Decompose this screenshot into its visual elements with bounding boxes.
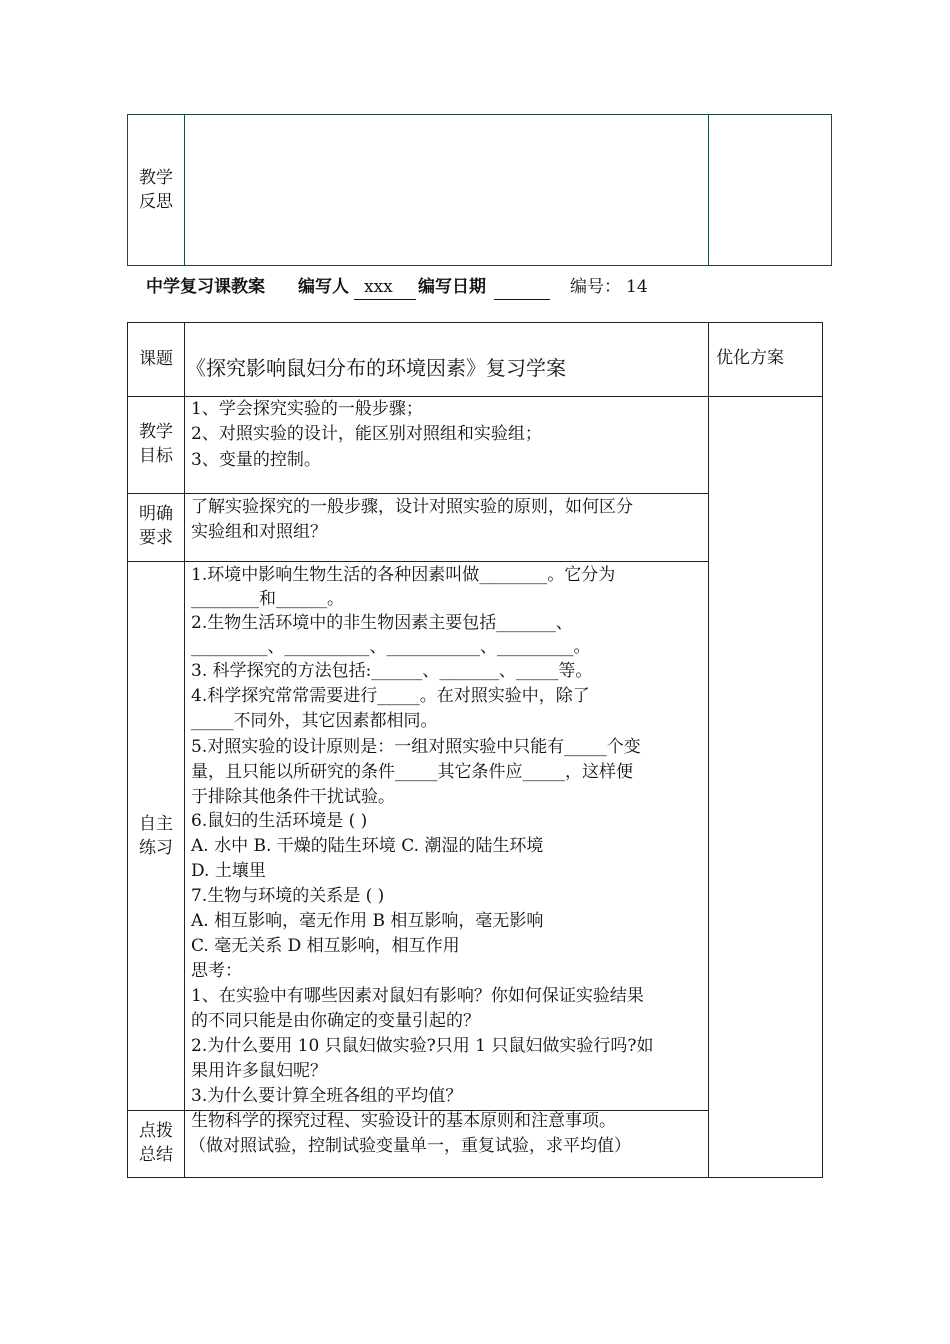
goals-label xyxy=(129,420,183,468)
practice-line: _____不同外，其它因素都相同。 xyxy=(191,711,438,731)
practice-line: 量，且只能以所研究的条件_____其它条件应_____，这样便 xyxy=(191,762,633,782)
goal-item: 3、变量的控制。 xyxy=(191,450,321,470)
reflection-label xyxy=(129,166,183,214)
optimization-header: 优化方案 xyxy=(716,348,784,368)
topic-title: 《探究影响鼠妇分布的环境因素》复习学案 xyxy=(186,356,566,380)
requirements-label xyxy=(129,502,183,550)
goals-label-line2: 目标 xyxy=(139,446,173,466)
practice-line: 思考： xyxy=(191,961,242,981)
practice-line: 1.环境中影响生物生活的各种因素叫做________。它分为 xyxy=(191,565,616,585)
reflection-label-line2: 反思 xyxy=(139,192,173,212)
practice-line: 1、在实验中有哪些因素对鼠妇有影响？你如何保证实验结果 xyxy=(191,986,644,1006)
number-label: 编号： xyxy=(570,277,621,297)
practice-line: 的不同只能是由你确定的变量引起的？ xyxy=(191,1011,480,1031)
date-field xyxy=(494,275,550,300)
practice-line: D. 土壤里 xyxy=(191,861,266,881)
topic-label: 课题 xyxy=(139,349,173,369)
goal-item: 2、对照实验的设计，能区别对照组和实验组； xyxy=(191,424,542,444)
practice-label-line2: 练习 xyxy=(139,838,173,858)
author-value: xxx xyxy=(364,277,393,297)
practice-line: A. 水中 B. 干燥的陆生环境 C. 潮湿的陆生环境 xyxy=(191,836,544,856)
practice-line: 3.为什么要计算全班各组的平均值？ xyxy=(191,1086,463,1106)
practice-line: _________、__________、___________、_________。 xyxy=(191,637,591,657)
author-field xyxy=(354,275,416,300)
practice-line: 3. 科学探究的方法包括:______、_______、_____等。 xyxy=(191,661,593,681)
practice-line: 7.生物与环境的关系是 ( ) xyxy=(191,886,385,906)
practice-line: C. 毫无关系 D 相互影响，相互作用 xyxy=(191,936,460,956)
practice-label xyxy=(129,812,183,860)
summary-label-line1: 点拨 xyxy=(139,1121,173,1141)
goal-item: 1、学会探究实验的一般步骤； xyxy=(191,399,423,419)
reflection-label-line1: 教学 xyxy=(139,168,173,188)
practice-line: 6.鼠妇的生活环境是 ( ) xyxy=(191,811,368,831)
date-label: 编写日期 xyxy=(418,277,486,297)
practice-label-line1: 自主 xyxy=(139,814,173,834)
summary-label xyxy=(129,1119,183,1167)
requirements-label-line2: 要求 xyxy=(139,528,173,548)
author-label: 编写人 xyxy=(298,277,349,297)
header-title: 中学复习课教案 xyxy=(146,277,265,297)
summary-line: （做对照试验，控制试验变量单一，重复试验，求平均值） xyxy=(189,1136,631,1156)
practice-line: 2.为什么要用 10 只鼠妇做实验?只用 1 只鼠妇做实验行吗?如 xyxy=(191,1036,654,1056)
summary-line: 生物科学的探究过程、实验设计的基本原则和注意事项。 xyxy=(191,1111,616,1131)
practice-line: 4.科学探究常常需要进行_____。在对照实验中，除了 xyxy=(191,686,590,706)
practice-line: 5.对照实验的设计原则是：一组对照实验中只能有_____个变 xyxy=(191,737,641,757)
requirements-line: 了解实验探究的一般步骤，设计对照实验的原则，如何区分 xyxy=(191,497,633,517)
practice-line: 2.生物生活环境中的非生物因素主要包括_______、 xyxy=(191,613,573,633)
summary-label-line2: 总结 xyxy=(139,1145,173,1165)
goals-label-line1: 教学 xyxy=(139,422,173,442)
number-value: 14 xyxy=(626,277,648,297)
requirements-line: 实验组和对照组？ xyxy=(191,522,327,542)
requirements-label-line1: 明确 xyxy=(139,504,173,524)
practice-line: ________和______。 xyxy=(191,589,344,609)
practice-line: A. 相互影响，毫无作用 B 相互影响，毫无影响 xyxy=(191,911,544,931)
practice-line: 果用许多鼠妇呢？ xyxy=(191,1061,327,1081)
practice-line: 于排除其他条件干扰试验。 xyxy=(191,787,395,807)
